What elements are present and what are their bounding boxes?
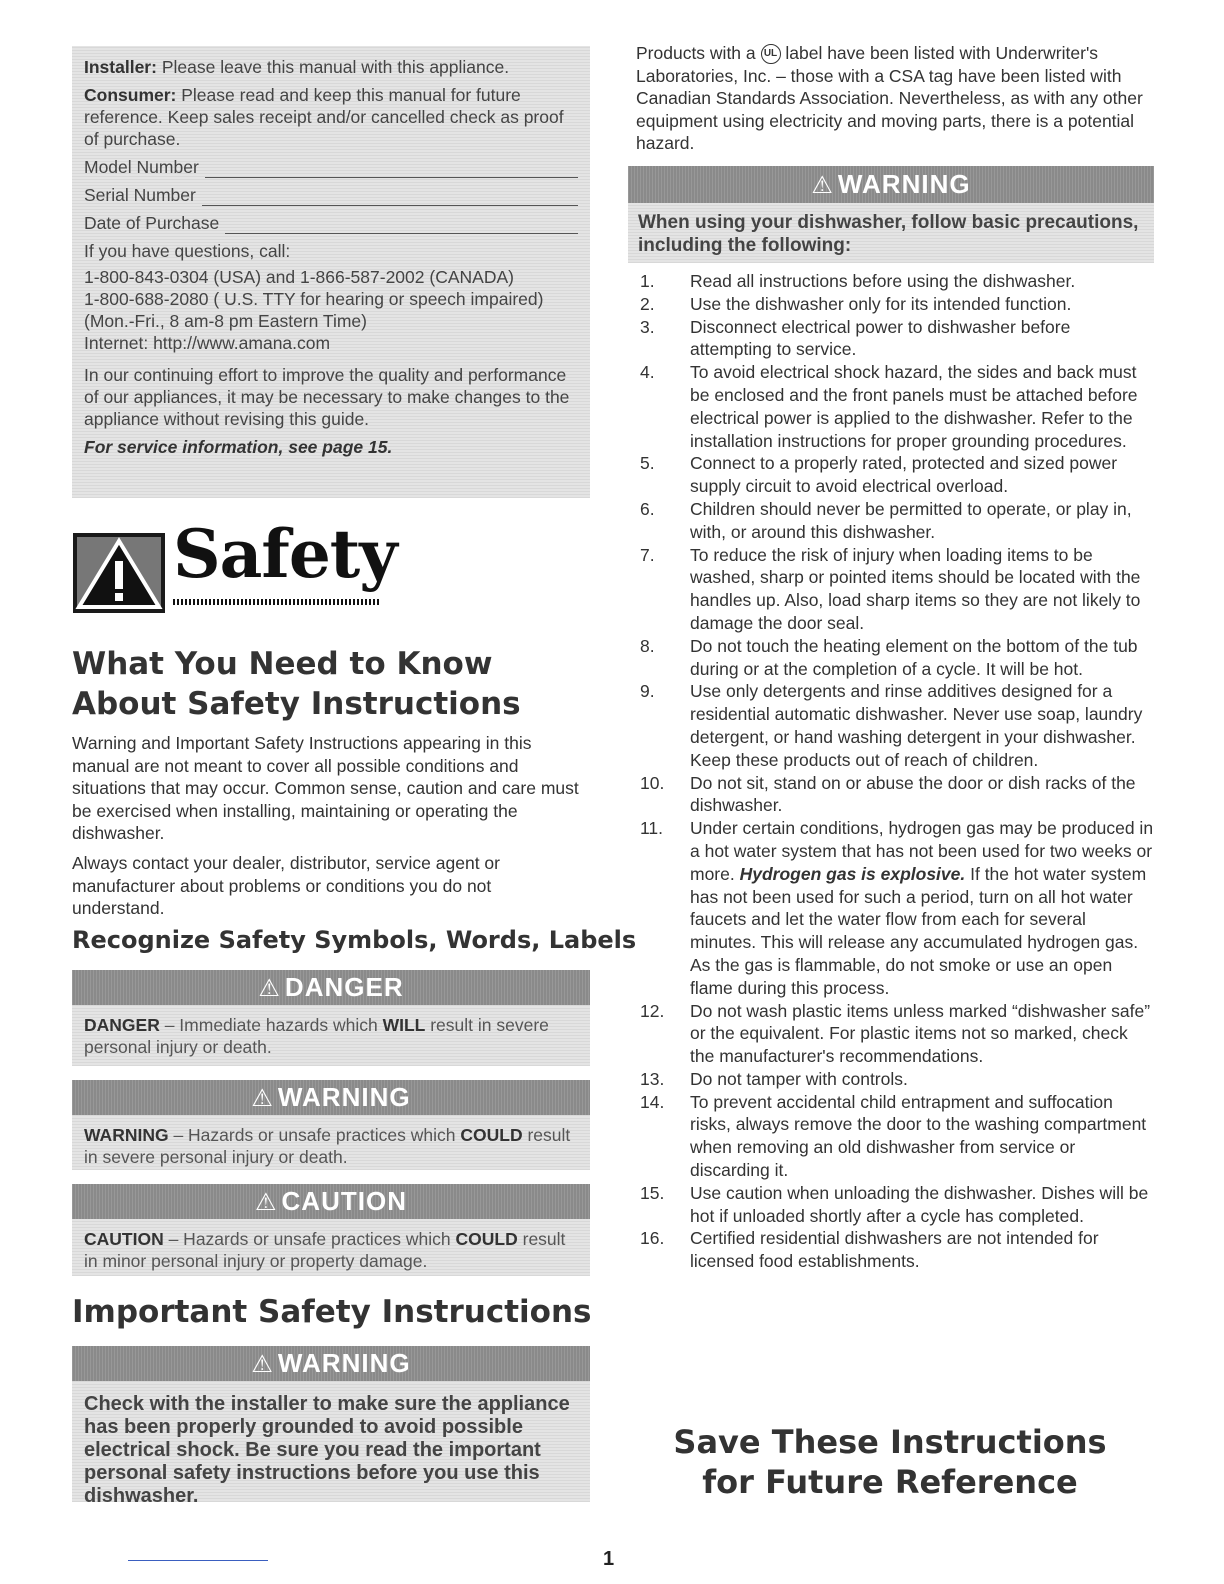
safety-underline bbox=[173, 599, 381, 605]
list-item: 7. To reduce the risk of injury when loading items to be washed, sharp or pointed items should be located with the handles up. Also, load sharp items so they are not likely to damage the door seal. bbox=[640, 544, 1141, 633]
serial-number-field: Serial Number bbox=[84, 184, 578, 206]
warning-triangle-icon: ⚠ bbox=[251, 1085, 274, 1112]
precautions-warning-header: ⚠ WARNING bbox=[628, 166, 1154, 203]
phone-numbers: 1-800-843-0304 (USA) and 1-866-587-2002 (CANADA) bbox=[84, 267, 514, 287]
warning-definition: WARNING – Hazards or unsafe practices which COULD result in severe personal injury or death. bbox=[84, 1125, 571, 1167]
list-item: 1. Read all instructions before using the dishwasher. bbox=[640, 271, 1076, 291]
danger-box bbox=[72, 970, 590, 1066]
list-item: 14. To prevent accidental child entrapment and suffocation risks, always remove the door to the washing compartment when removing an old dishwasher from service or discarding it. bbox=[640, 1091, 1147, 1181]
footer-rule bbox=[128, 1560, 268, 1561]
need-to-know-para1: Warning and Important Safety Instructions appearing in this manual are not meant to cover all possible conditions and situations that may occur. Common sense, caution and care must be exercised when installing, maintaining or operating the dishwasher. bbox=[72, 733, 579, 843]
recognize-title: Recognize Safety Symbols, Words, Labels bbox=[72, 926, 637, 954]
warning-triangle-icon: ⚠ bbox=[258, 975, 281, 1002]
date-of-purchase-field: Date of Purchase bbox=[84, 212, 578, 234]
need-to-know-title: What You Need to Know About Safety Instructions bbox=[72, 646, 521, 722]
list-item: 4. To avoid electrical shock hazard, the sides and back must be enclosed and the front panels must be attached before electrical power is applied to the dishwasher. Refer to the installation instructions for proper grounding procedures. bbox=[640, 362, 1138, 451]
list-item: 15. Use caution when unloading the dishwasher. Dishes will be hot if unloaded shortly after a cycle has completed. bbox=[640, 1182, 1149, 1226]
list-item: 2. Use the dishwasher only for its intended function. bbox=[640, 293, 1072, 314]
service-info-note: For service information, see page 15. bbox=[84, 437, 393, 457]
danger-definition: DANGER – Immediate hazards which WILL result in severe personal injury or death. bbox=[84, 1015, 549, 1057]
list-item: 8. Do not touch the heating element on the bottom of the tub during or at the completion of a cycle. It will be hot. bbox=[640, 635, 1138, 679]
danger-header: ⚠ DANGER bbox=[72, 970, 590, 1005]
save-instructions-title: Save These Instructions for Future Reference bbox=[673, 1423, 1107, 1501]
list-item: 3. Disconnect electrical power to dishwasher before attempting to service. bbox=[640, 316, 1071, 360]
grounding-warning-text: Check with the installer to make sure the appliance has been properly grounded to avoid possible electrical shock. Be sure you read the important personal safety instructions before you use this dishwasher. bbox=[84, 1393, 570, 1507]
consumer-note: Consumer: Please read and keep this manual for future reference. Keep sales receipt and/or cancelled check as proof of purchase. bbox=[84, 85, 564, 149]
list-item: 16. Certified residential dishwashers are not intended for licensed food establishments. bbox=[640, 1228, 1099, 1272]
page-number: 1 bbox=[603, 1548, 615, 1570]
warning-header: ⚠ WARNING bbox=[72, 1080, 590, 1115]
list-item: 9. Use only detergents and rinse additives designed for a residential automatic dishwasher. Never use soap, laundry detergent, or hand washing detergent in your dishwasher. Keep these products out of reach of children. bbox=[640, 681, 1143, 770]
installer-info-box bbox=[72, 46, 590, 498]
tty-phone: 1-800-688-2080 ( U.S. TTY for hearing or speech impaired) (Mon.-Fri., 8 am-8 pm Eastern Time) bbox=[84, 289, 544, 331]
list-item: 13. Do not tamper with controls. bbox=[640, 1068, 908, 1089]
precautions-warning-text: When using your dishwasher, follow basic precautions, including the following: bbox=[638, 212, 1139, 256]
list-item: 6. Children should never be permitted to operate, or play in, with, or around this dishwasher. bbox=[640, 498, 1132, 542]
warning-triangle-icon: ⚠ bbox=[251, 1351, 274, 1378]
safety-instructions-list bbox=[640, 270, 1155, 1273]
grounding-warning-header: ⚠ WARNING bbox=[72, 1346, 590, 1381]
list-item: 10. Do not sit, stand on or abuse the door or dish racks of the dishwasher. bbox=[640, 772, 1136, 816]
safety-alert-icon bbox=[73, 533, 165, 613]
warning-triangle-icon: ⚠ bbox=[811, 172, 834, 199]
warning-definition-box bbox=[72, 1080, 590, 1170]
safety-title: Safety bbox=[173, 515, 397, 593]
model-number-field: Model Number bbox=[84, 156, 578, 178]
caution-box bbox=[72, 1184, 590, 1276]
questions-line: If you have questions, call: bbox=[84, 241, 291, 261]
ul-listed-icon: UL bbox=[761, 44, 781, 64]
website-link[interactable]: Internet: http://www.amana.com bbox=[84, 333, 331, 353]
caution-header: ⚠ CAUTION bbox=[72, 1184, 590, 1219]
safety-heading bbox=[73, 515, 397, 615]
grounding-warning-box bbox=[72, 1346, 590, 1507]
list-item: 11. Under certain conditions, hydrogen gas may be produced in a hot water system that has not been used for two weeks or more. Hydrogen gas is explosive. If the hot water system has not been used for such a period, turn on all hot water faucets and let the water flow from each for several minutes. This will release any accumulated hydrogen gas. As the gas is flammable, do not smoke or use an open flame during this process. bbox=[640, 818, 1154, 998]
precautions-warning-box bbox=[628, 166, 1154, 263]
important-safety-title: Important Safety Instructions bbox=[72, 1294, 592, 1330]
list-item: 5. Connect to a properly rated, protected and sized power supply circuit to avoid electrical overload. bbox=[640, 453, 1118, 497]
need-to-know-para2: Always contact your dealer, distributor, service agent or manufacturer about problems or conditions you do not understand. bbox=[72, 853, 500, 918]
improvement-note: In our continuing effort to improve the quality and performance of our appliances, it may be necessary to make changes to the appliance without revising this guide. bbox=[84, 365, 570, 429]
installer-note: Installer: Please leave this manual with this appliance. bbox=[84, 57, 510, 77]
ul-listing-paragraph: Products with a UL label have been listed with Underwriter's Laboratories, Inc. – those with a CSA tag have been listed with Canadian Standards Association. Nevertheless, as with any other equipment using electricity and moving parts, there is a potential hazard. bbox=[636, 43, 1143, 153]
list-item: 12. Do not wash plastic items unless marked “dishwasher safe” or the equivalent. For plastic items not so marked, check the manufacturer's recommendations. bbox=[640, 1000, 1151, 1067]
warning-triangle-icon: ⚠ bbox=[255, 1189, 278, 1216]
caution-definition: CAUTION – Hazards or unsafe practices which COULD result in minor personal injury or property damage. bbox=[84, 1229, 566, 1271]
